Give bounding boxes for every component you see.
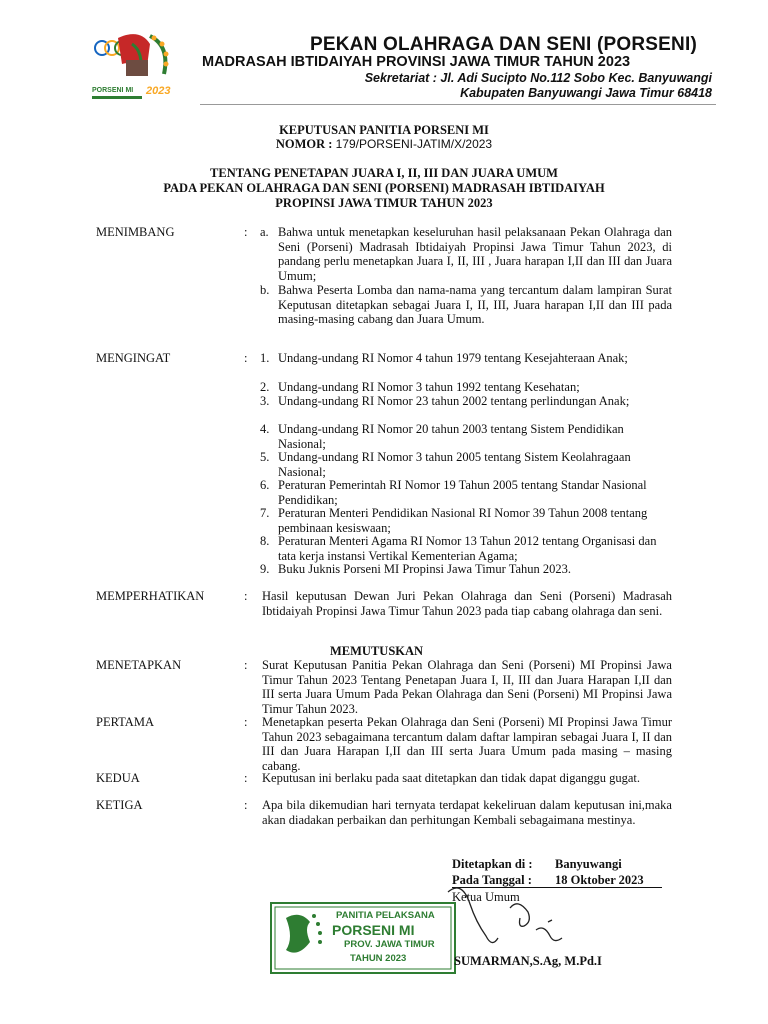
mengingat-item — [260, 351, 672, 366]
logo-year: 2023 — [146, 85, 171, 97]
menetapkan-colon: : — [244, 658, 248, 672]
mengingat-item — [260, 450, 672, 479]
mengingat-item-text: Undang-undang RI Nomor 3 tahun 1992 tentang Kesehatan; — [278, 380, 580, 394]
porseni-logo — [88, 30, 184, 104]
ketiga-text: Apa bila dikemudian hari ternyata terdapat kekeliruan dalam keputusan ini,maka akan diadakan perbaikan dan perhitungan Kembali sebagaimana mestinya. — [262, 798, 672, 827]
memperhatikan-label: MEMPERHATIKAN — [96, 589, 205, 603]
stamp-line3: PROV. JAWA TIMUR — [344, 939, 435, 950]
menetapkan-label: MENETAPKAN — [96, 658, 182, 672]
mengingat-item — [260, 534, 672, 563]
menimbang-item — [260, 283, 672, 327]
mengingat-item-text: Peraturan Menteri Agama RI Nomor 13 Tahun 2012 tentang Organisasi dan tata kerja instansi Vertikal Kementerian Agama; — [278, 534, 657, 563]
ketiga-label: KETIGA — [96, 798, 143, 812]
handwritten-signature — [440, 878, 580, 956]
mengingat-item — [260, 506, 672, 535]
menetapkan-text: Surat Keputusan Panitia Pekan Olahraga dan Seni (Porseni) MI Propinsi Jawa Timur Tahun 2023 Tentang Penetapan Juara I, II, III dan Juara Harapan I,II dan III serta Juara Umum Pada Pekan Olahraga dan Seni (Porseni) MI Propinsi Jawa Timur Tahun 2023. — [262, 658, 672, 716]
pertama-label: PERTAMA — [96, 715, 154, 729]
kedua-label: KEDUA — [96, 771, 140, 785]
mengingat-colon: : — [244, 351, 248, 365]
menimbang-item-text: Bahwa Peserta Lomba dan nama-nama yang tercantum dalam lampiran Surat Keputusan ditetapkan sebagai Juara I, II, III, Juara harapan I,II dan III pada masing-masing cabang dan Juara Umum. — [278, 283, 672, 327]
stamp-line4: TAHUN 2023 — [350, 953, 407, 964]
mengingat-item-text: Undang-undang RI Nomor 3 tahun 2005 tentang Sistem Keolahragaan Nasional; — [278, 450, 631, 479]
menimbang-label: MENIMBANG — [96, 225, 175, 239]
mengingat-item-number: 1. — [260, 351, 270, 365]
signature-place — [452, 857, 622, 872]
mengingat-item — [260, 422, 672, 451]
decree-subject-line3: PROPINSI JAWA TIMUR TAHUN 2023 — [275, 196, 493, 210]
decree-number-value: 179/PORSENI-JATIM/X/2023 — [335, 137, 493, 151]
signature-place-value: Banyuwangi — [555, 857, 622, 871]
mengingat-item-number: 7. — [260, 506, 270, 520]
mengingat-item — [260, 394, 672, 409]
mengingat-item-text: Peraturan Menteri Pendidikan Nasional RI Nomor 39 Tahun 2008 tentang pembinaan kesiswaan; — [278, 506, 648, 535]
header-divider — [200, 104, 716, 105]
kedua-text: Keputusan ini berlaku pada saat ditetapkan dan tidak dapat diganggu gugat. — [262, 771, 641, 785]
mengingat-item-text: Undang-undang RI Nomor 23 tahun 2002 tentang perlindungan Anak; — [278, 394, 630, 408]
menimbang-item — [260, 225, 672, 283]
mengingat-item — [260, 380, 672, 395]
pertama-colon: : — [244, 715, 248, 729]
decree-number — [0, 137, 768, 152]
ketiga-colon: : — [244, 798, 248, 812]
mengingat-item-text: Undang-undang RI Nomor 4 tahun 1979 tentang Kesejahteraan Anak; — [278, 351, 628, 365]
mengingat-label: MENGINGAT — [96, 351, 171, 365]
mengingat-item — [260, 478, 672, 507]
committee-stamp — [270, 902, 456, 974]
signature-date-value: 18 Oktober 2023 — [555, 873, 644, 887]
mengingat-item-text: Undang-undang RI Nomor 20 tahun 2003 tentang Sistem Pendidikan Nasional; — [278, 422, 624, 451]
memperhatikan-text: Hasil keputusan Dewan Juri Pekan Olahraga dan Seni (Porseni) Madrasah Ibtidaiyah Propinsi Jawa Timur Tahun 2023 pada tiap cabang olahraga dan seni. — [262, 589, 672, 618]
decree-subject-line1: TENTANG PENETAPAN JUARA I, II, III DAN JUARA UMUM — [210, 166, 558, 180]
menimbang-item-text: Bahwa untuk menetapkan keseluruhan hasil pelaksanaan Pekan Olahraga dan Seni (Porseni) Madrasah Ibtidaiyah Propinsi Jawa Timur Tahun 2023, di pandang perlu menetapkan Juara I, II, III , Juara harapan I,II dan III dan Juara Umum; — [278, 225, 672, 283]
mengingat-item-number: 5. — [260, 450, 270, 464]
decree-title: KEPUTUSAN PANITIA PORSENI MI — [279, 123, 489, 137]
mengingat-item-text: Peraturan Pemerintah RI Nomor 19 Tahun 2005 tentang Standar Nasional Pendidikan; — [278, 478, 647, 507]
signature-date-label: Pada Tanggal : — [452, 873, 532, 887]
header-address-line2: Kabupaten Banyuwangi Jawa Timur 68418 — [460, 86, 712, 100]
stamp-line1: PANITIA PELAKSANA — [336, 910, 435, 921]
mengingat-item-number: 9. — [260, 562, 270, 576]
signatory-name: SUMARMAN,S.Ag, M.Pd.I — [454, 954, 602, 968]
mengingat-item-number: 8. — [260, 534, 270, 548]
memperhatikan-colon: : — [244, 589, 248, 603]
header-title: PEKAN OLAHRAGA DAN SENI (PORSENI) — [310, 34, 697, 55]
header-address-line1: Sekretariat : Jl. Adi Sucipto No.112 Sobo Kec. Banyuwangi — [364, 71, 712, 85]
mengingat-item-number: 6. — [260, 478, 270, 492]
header-subtitle: MADRASAH IBTIDAIYAH PROVINSI JAWA TIMUR TAHUN 2023 — [202, 54, 631, 70]
signature-role: Ketua Umum — [452, 890, 520, 904]
menimbang-item-number: a. — [260, 225, 269, 239]
pertama-text: Menetapkan peserta Pekan Olahraga dan Seni (Porseni) MI Propinsi Jawa Timur Tahun 2023 sebagaimana tercantum dalam daftar lampiran sebagai Juara I, II dan III dan Juara Harapan I,II dan III serta Juara Umum pada masing – masing cabang. — [262, 715, 672, 773]
logo-text: PORSENI MI — [92, 87, 134, 94]
memutuskan-heading: MEMUTUSKAN — [330, 644, 424, 658]
mengingat-item — [260, 562, 672, 577]
kedua-colon: : — [244, 771, 248, 785]
mengingat-item-text: Buku Juknis Porseni MI Propinsi Jawa Timur Tahun 2023. — [278, 562, 572, 576]
decree-subject-line2: PADA PEKAN OLAHRAGA DAN SENI (PORSENI) MADRASAH IBTIDAIYAH — [163, 181, 605, 195]
mengingat-item-number: 3. — [260, 394, 270, 408]
menimbang-item-number: b. — [260, 283, 270, 297]
stamp-line2: PORSENI MI — [332, 922, 415, 938]
signature-place-label: Ditetapkan di : — [452, 857, 533, 871]
mengingat-item-number: 2. — [260, 380, 270, 394]
mengingat-item-number: 4. — [260, 422, 270, 436]
decree-number-label: NOMOR : — [275, 137, 333, 151]
menimbang-colon: : — [244, 225, 248, 239]
